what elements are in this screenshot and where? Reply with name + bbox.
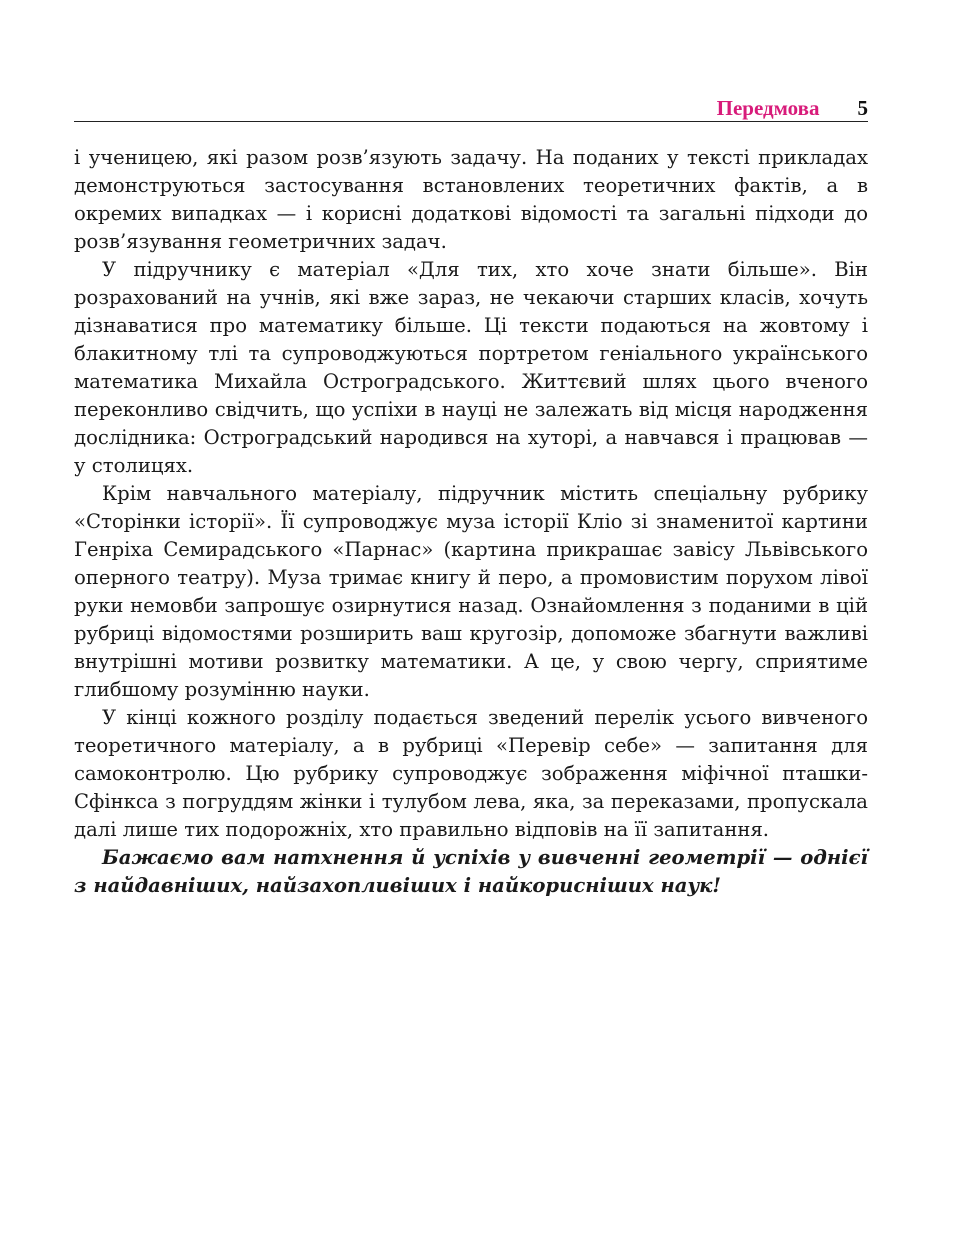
body-text: [74, 144, 868, 900]
running-head: [717, 96, 868, 122]
paragraph-self-check: У кінці кожного розділу подається зведений перелік усього вивченого теоретичного матеріалу, а в рубриці «Перевір себе» — запитання для самоконтролю. Цю рубрику супроводжує зображення міфічної пташки-Сфінкса з погруддям жінки і тулубом лева, яка, за переказами, пропускала далі лише тих подорожніх, хто правильно відповів на її запитання.: [74, 706, 868, 841]
header-divider: [74, 121, 868, 122]
section-title: Передмова: [716, 96, 820, 120]
paragraph-continuation: і ученицею, які разом розв’язують задачу. На поданих у тексті прикладах демонструються застосування встановлених теоретичних фактів, а в окремих випадках — і корисні додаткові відомості та загальні підходи до розв’язування геометричних задач.: [74, 146, 868, 253]
paragraph-history-pages: Крім навчального матеріалу, підручник містить спеціальну рубрику «Сторінки історії». Її супроводжує муза історії Кліо зі знаменитої картини Генріха Семирадського «Парнас» (картина прикрашає завісу Львівського оперного театру). Муза тримає книгу й перо, а промовистим порухом лівої руки немовби запрошує озирнутися назад. Ознайомлення з поданими в цій рубриці відомостями розширить ваш кругозір, допоможе збагнути важливі внутрішні мотиви розвитку математики. А це, у свою чергу, сприятиме глибшому розумінню науки.: [74, 482, 868, 701]
page-number: 5: [857, 96, 868, 120]
closing-wish: Бажаємо вам натхнення й успіхів у вивченні геометрії — однієї з найдавніших, найзахопливіших і найкорисніших наук!: [74, 846, 868, 897]
paragraph-extra-material: У підручнику є матеріал «Для тих, хто хоче знати більше». Він розрахований на учнів, які вже зараз, не чекаючи старших класів, хочуть дізнаватися про математику більше. Ці тексти подаються на жовтому і блакитному тлі та супроводжуються портретом геніального українського математика Михайла Остроградського. Життєвий шлях цього вченого переконливо свідчить, що успіхи в науці не залежать від місця народження дослідника: Остроградський народився на хуторі, а навчався і працював — у столицях.: [74, 258, 868, 477]
